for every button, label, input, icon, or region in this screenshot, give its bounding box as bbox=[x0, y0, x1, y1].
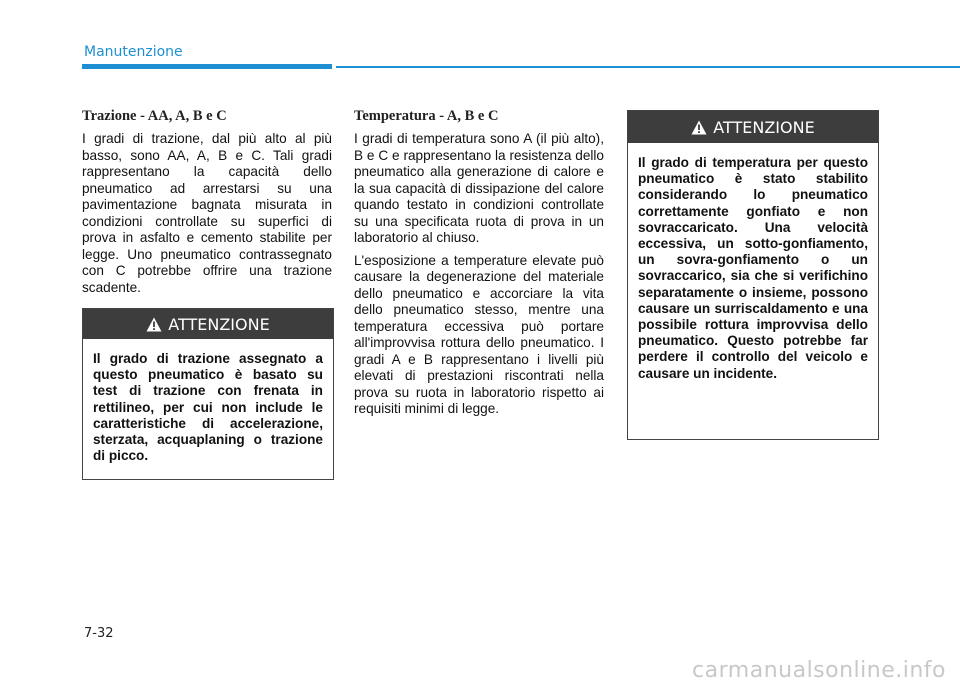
warning-text: Il grado di trazione assegnato a questo pneumatico è basato su test di trazione con frenata in rettilineo, per cui non include le caratteristiche di accelerazione, sterzata, acquaplaning o trazione di picco. bbox=[93, 351, 323, 464]
temperature-paragraph-2: L'esposizione a temperature elevate può causare la degenerazione del materiale dello pneumatico e accorciare la vita dello pneumatico stesso, mentre una temperatura eccessiva può portare all'improvvisa rottura dello pneumatico. I gradi A e B rappresentano i livelli più elevati di prestazioni riscontrati nella prova su ruota in laboratorio rispetto ai requisiti minimi di legge. bbox=[354, 252, 604, 416]
watermark: carmanualsonline.info bbox=[692, 658, 946, 683]
page-number: 7-32 bbox=[84, 626, 114, 641]
warning-label: ATTENZIONE bbox=[713, 117, 815, 137]
temperature-section bbox=[354, 108, 604, 424]
traction-title: Trazione - AA, A, B e C bbox=[82, 108, 227, 124]
temperature-paragraph-1: I gradi di temperatura sono A (il più alto), B e C e rappresentano la resistenza dello pneumatico alla generazione di calore e la sua capacità di dissipazione del calore quando testato in condizioni controllate su una specificata ruota di prova in un laboratorio al chiuso. bbox=[354, 131, 604, 245]
traction-section bbox=[82, 108, 332, 302]
warning-text: Il grado di temperatura per questo pneumatico è stato stabilito considerando lo pneumatico correttamente gonfiato e non sovraccaricato. Una velocità eccessiva, un sotto-gonfiamento, un sovra-gonfiamento o un sovraccarico, sia che si verifichino separatamente o insieme, possono causare un surriscaldamento e una possibile rottura improvvisa dello pneumatico. Questo potrebbe far perdere il controllo del veicolo e causare un incidente. bbox=[638, 155, 868, 381]
warning-triangle-icon bbox=[146, 317, 162, 332]
temperature-warning-box bbox=[627, 110, 879, 440]
warning-label: ATTENZIONE bbox=[168, 314, 270, 334]
header-rule-thick bbox=[82, 64, 332, 69]
warning-triangle-icon bbox=[691, 120, 707, 135]
temperature-title: Temperatura - A, B e C bbox=[354, 108, 499, 124]
traction-paragraph: I gradi di trazione, dal più alto al più basso, sono AA, A, B e C. Tali gradi rappresentano la capacità dello pneumatico ad arrestarsi su una pavimentazione bagnata misurata in condizioni controllate su superfici di prova in asfalto e cemento stabilite per legge. Uno pneumatico contrassegnato con C potrebbe offrire una trazione scadente. bbox=[82, 131, 332, 295]
warning-header bbox=[628, 111, 878, 143]
section-title: Manutenzione bbox=[84, 44, 183, 60]
traction-warning-box bbox=[82, 308, 334, 480]
header-rule-thin bbox=[336, 66, 960, 68]
warning-header bbox=[83, 309, 333, 339]
